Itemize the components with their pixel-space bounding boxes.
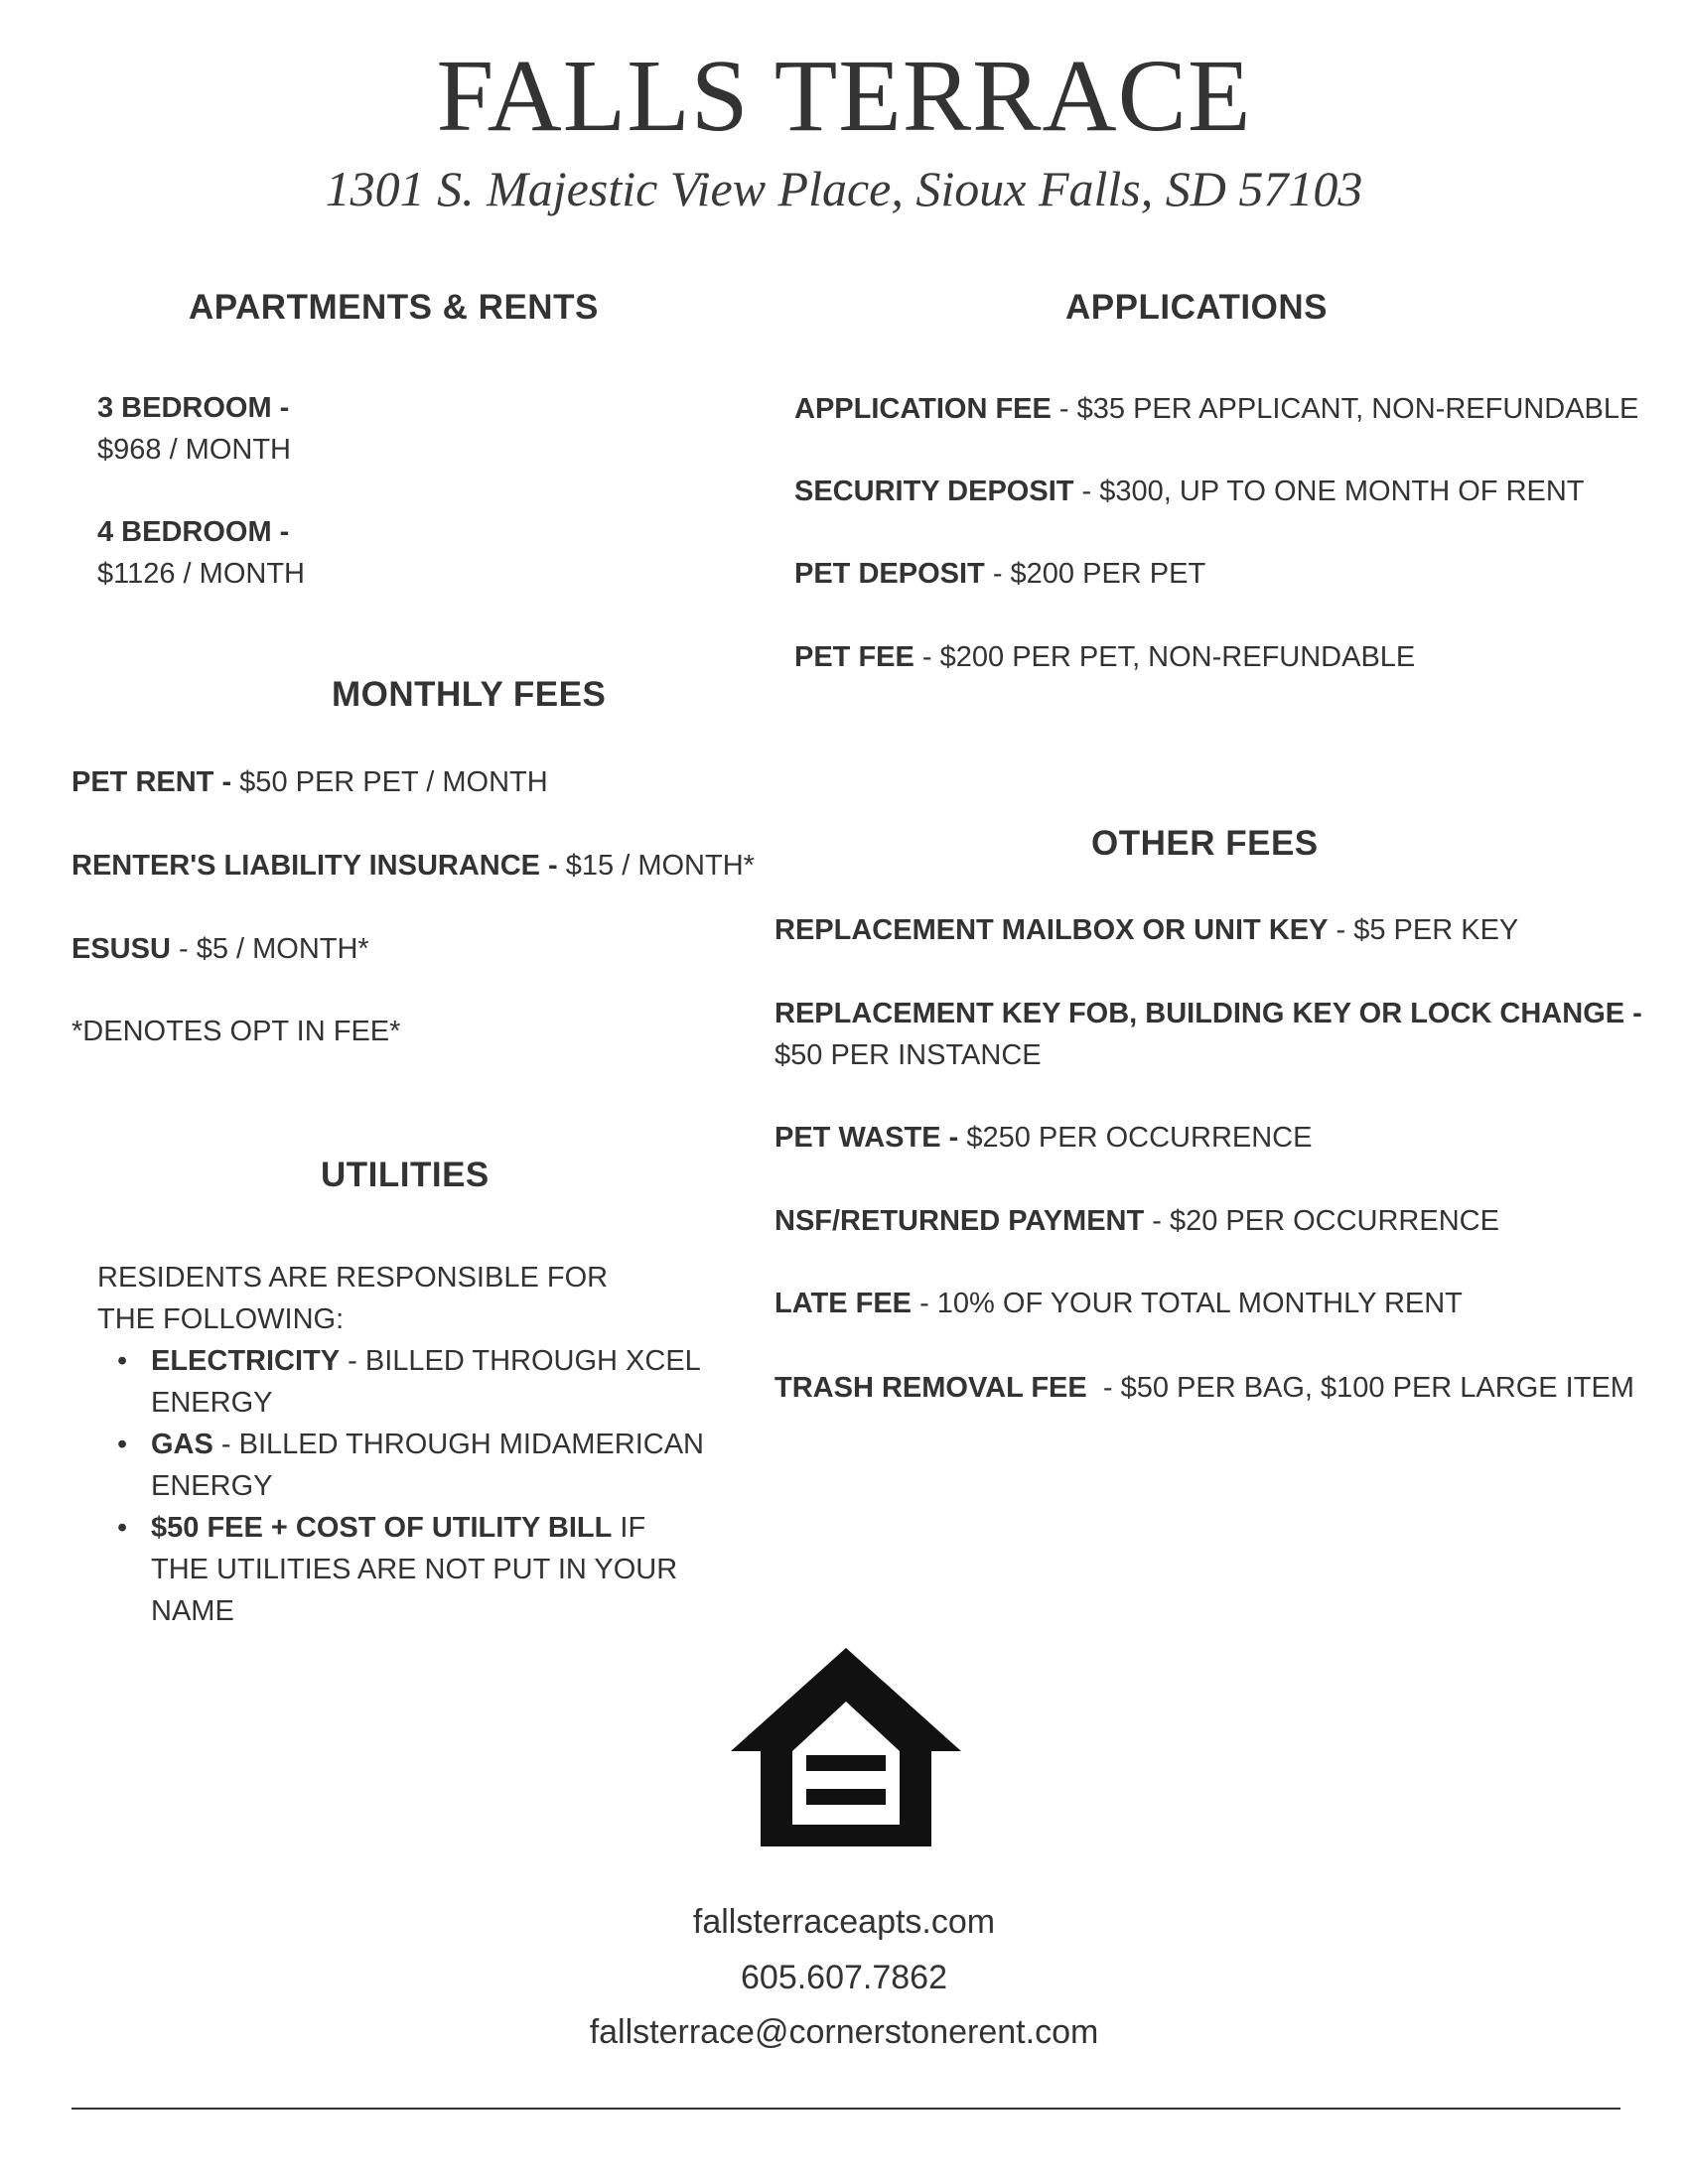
application-item: [794, 471, 1585, 512]
fee-label: TRASH REMOVAL FEE: [774, 1372, 1087, 1404]
equal-housing-icon: [731, 1648, 961, 1846]
fee-label: PET RENT -: [71, 766, 232, 798]
fee-value: $50 PER PET / MONTH: [231, 766, 548, 798]
utility-text: - BILLED THROUGH MIDAMERICAN ENERGY: [151, 1429, 704, 1502]
fee-label: LATE FEE: [774, 1288, 913, 1319]
monthly-fee-item: [71, 761, 548, 803]
unit-3-bedroom: [97, 387, 291, 471]
fee-value: $15 / MONTH*: [557, 850, 755, 882]
email-link[interactable]: fallsterrace@cornerstonerent.com: [589, 2013, 1099, 2051]
fee-value: - $5 PER KEY: [1328, 914, 1519, 946]
other-fee-item: [774, 993, 1642, 1076]
fee-value: - $20 PER OCCURRENCE: [1144, 1205, 1499, 1237]
fee-value: - $300, UP TO ONE MONTH OF RENT: [1073, 476, 1585, 507]
fee-value: - $200 PER PET: [984, 558, 1206, 590]
fee-label: REPLACEMENT KEY FOB, BUILDING KEY OR LOCK CHANGE -: [774, 998, 1642, 1029]
opt-in-note: *DENOTES OPT IN FEE*: [71, 1016, 401, 1047]
website-link[interactable]: fallsterraceapts.com: [692, 1903, 996, 1941]
fee-value: - $5 / MONTH*: [170, 933, 369, 965]
list-item: [97, 1340, 707, 1424]
fee-label: REPLACEMENT MAILBOX OR UNIT KEY: [774, 914, 1329, 946]
unit-rent: $968 / MONTH: [97, 434, 291, 466]
unit-rent: $1126 / MONTH: [97, 558, 305, 590]
other-fee-item: [774, 1367, 1634, 1409]
fee-label: ESUSU: [71, 933, 171, 965]
property-address: 1301 S. Majestic View Place, Sioux Falls, SD 57103: [325, 161, 1363, 216]
list-item: [97, 1424, 707, 1507]
unit-4-bedroom: [97, 511, 305, 595]
utilities-list: [97, 1340, 704, 1632]
apartments-heading: APARTMENTS & RENTS: [189, 288, 599, 327]
fee-value: - 10% OF YOUR TOTAL MONTHLY RENT: [912, 1288, 1463, 1319]
unit-label: 3 BEDROOM -: [97, 392, 290, 424]
other-fee-item: [774, 909, 1518, 951]
other-fee-item: [774, 1200, 1499, 1242]
applications-heading: APPLICATIONS: [1065, 288, 1328, 327]
bullet-icon: •: [117, 1429, 128, 1460]
utilities-heading: UTILITIES: [321, 1156, 490, 1194]
footer-divider: [71, 2108, 1620, 2110]
utility-text: - BILLED THROUGH XCEL ENERGY: [151, 1345, 700, 1419]
fee-label: PET WASTE -: [774, 1122, 959, 1154]
monthly-fee-item: [71, 928, 369, 970]
application-item: [794, 636, 1415, 678]
utility-label: $50 FEE + COST OF UTILITY BILL: [151, 1512, 613, 1544]
monthly-fee-item: [71, 845, 755, 887]
bullet-icon: •: [117, 1345, 128, 1377]
application-item: [794, 553, 1205, 595]
bullet-icon: •: [117, 1512, 128, 1544]
page-title: FALLS TERRACE: [436, 39, 1252, 153]
phone-number[interactable]: 605.607.7862: [741, 1959, 947, 1996]
utility-label: ELECTRICITY: [151, 1345, 341, 1377]
list-item: [97, 1507, 707, 1632]
other-fee-item: [774, 1117, 1312, 1159]
utilities-intro: RESIDENTS ARE RESPONSIBLE FOR THE FOLLOWING:: [97, 1262, 609, 1335]
monthly-fees-heading: MONTHLY FEES: [332, 675, 607, 714]
utility-label: GAS: [151, 1429, 213, 1460]
fee-label: SECURITY DEPOSIT: [794, 476, 1074, 507]
other-fees-heading: OTHER FEES: [1091, 824, 1319, 863]
utility-text: IF THE UTILITIES ARE NOT PUT IN YOUR NAME: [151, 1512, 678, 1627]
fee-label: APPLICATION FEE: [794, 393, 1052, 425]
fee-value: $250 PER OCCURRENCE: [958, 1122, 1313, 1154]
unit-label: 4 BEDROOM -: [97, 516, 290, 548]
fee-label: RENTER'S LIABILITY INSURANCE -: [71, 850, 558, 882]
fee-value: - $50 PER BAG, $100 PER LARGE ITEM: [1086, 1372, 1634, 1404]
fee-value: $50 PER INSTANCE: [774, 1039, 1042, 1071]
fee-label: PET FEE: [794, 641, 914, 673]
fee-label: PET DEPOSIT: [794, 558, 985, 590]
application-item: [794, 388, 1638, 430]
fee-value: - $200 PER PET, NON-REFUNDABLE: [914, 641, 1416, 673]
fee-label: NSF/RETURNED PAYMENT: [774, 1205, 1145, 1237]
other-fee-item: [774, 1283, 1463, 1324]
fee-value: - $35 PER APPLICANT, NON-REFUNDABLE: [1051, 393, 1639, 425]
utilities-block: [97, 1257, 704, 1632]
